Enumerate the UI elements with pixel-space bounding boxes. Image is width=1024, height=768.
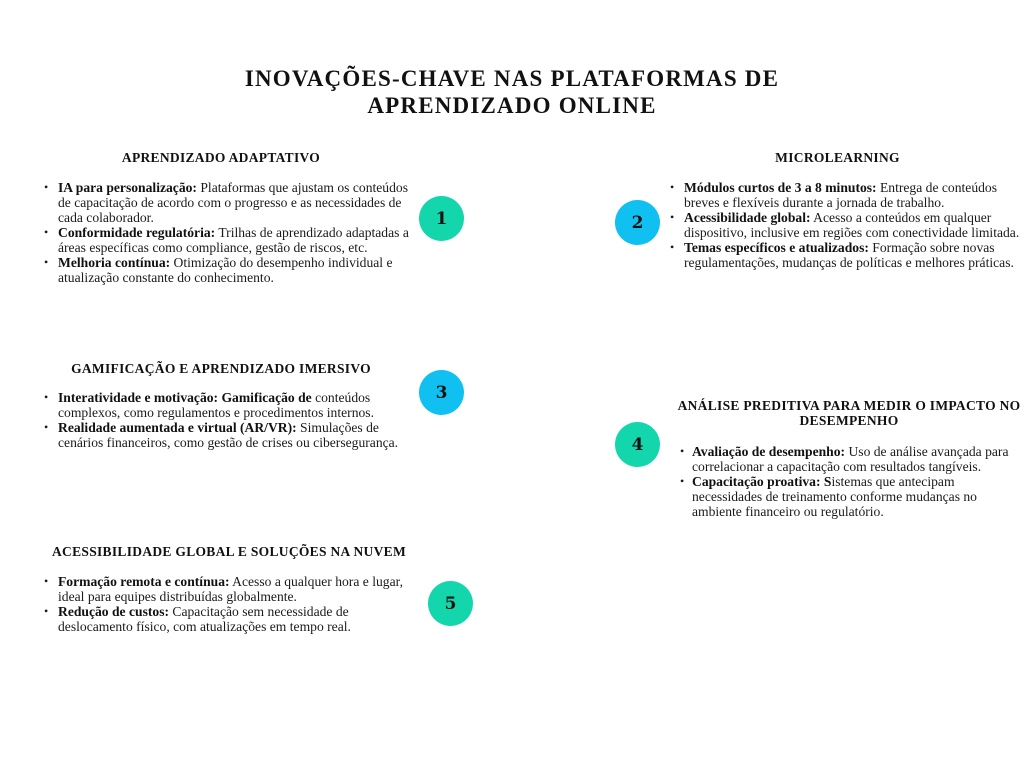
badge-number: 1	[435, 208, 448, 229]
item-text: Otimização do desempenho individual e atualização constante do conhecimento.	[58, 255, 393, 285]
item-label: Melhoria contínua:	[58, 255, 171, 270]
item-text: Capacitação sem necessidade de deslocamento físico, com atualizações em tempo real.	[58, 604, 351, 634]
section-predictive-analytics	[660, 398, 1020, 519]
item-label: Acessibilidade global:	[684, 210, 811, 225]
badge-number: 5	[444, 593, 457, 614]
section-heading: MICROLEARNING	[775, 150, 900, 165]
item-label: Redução de custos:	[58, 604, 170, 619]
list-item	[44, 180, 415, 225]
list-item	[44, 390, 425, 420]
bullet-icon: •	[44, 255, 49, 269]
item-text: conteúdos complexos, como regulamentos e procedimentos internos.	[58, 390, 374, 420]
item-text: Formação sobre novas regulamentações, mudanças de políticas e melhores práticas.	[684, 240, 1014, 270]
bullet-list	[30, 180, 415, 285]
bullet-icon: •	[670, 210, 675, 224]
number-badge-5	[428, 581, 473, 626]
list-item	[44, 225, 415, 255]
section-microlearning	[655, 150, 1020, 270]
section-global-accessibility-cloud	[30, 544, 425, 634]
item-text: Acesso a conteúdos em qualquer dispositivo, inclusive em regiões com conectividade limitada.	[684, 210, 1020, 240]
badge-number: 4	[631, 434, 644, 455]
item-text: Acesso a qualquer hora e lugar, ideal para equipes distribuídas globalmente.	[58, 574, 403, 604]
badge-number: 2	[631, 212, 644, 233]
bullet-list	[30, 574, 425, 634]
bullet-icon: •	[44, 604, 49, 618]
number-badge-4	[615, 422, 660, 467]
page-title-line-1: INOVAÇÕES-CHAVE NAS PLATAFORMAS DE	[244, 66, 780, 92]
item-label: Temas específicos e atualizados:	[684, 240, 869, 255]
page-title-line-2: APRENDIZADO ONLINE	[367, 93, 657, 119]
section-heading: APRENDIZADO ADAPTATIVO	[121, 150, 321, 165]
item-text: Trilhas de aprendizado adaptadas a áreas específicas como compliance, gestão de riscos, etc.	[58, 225, 409, 255]
list-item	[44, 255, 415, 285]
bullet-icon: •	[44, 574, 49, 588]
item-label: Formação remota e contínua:	[58, 574, 230, 589]
bullet-icon: •	[680, 474, 685, 488]
item-text: Plataformas que ajustam os conteúdos de capacitação de acordo com o progresso e as necessidades de cada colaborador.	[58, 180, 408, 225]
bullet-icon: •	[44, 180, 49, 194]
section-heading: GAMIFICAÇÃO E APRENDIZADO IMERSIVO	[71, 361, 371, 376]
item-label: Conformidade regulatória:	[58, 225, 216, 240]
section-adaptive-learning	[30, 150, 415, 285]
item-text: Simulações de cenários financeiros, como gestão de crises ou cibersegurança.	[58, 420, 399, 450]
section-gamification-immersive	[30, 361, 425, 450]
item-text: istemas que antecipam necessidades de treinamento conforme mudanças no ambiente financeiro ou regulatório.	[692, 474, 977, 519]
item-label: Módulos curtos de 3 a 8 minutos:	[684, 180, 877, 195]
bullet-list	[660, 444, 1020, 519]
list-item	[44, 420, 425, 450]
item-label: Interatividade e motivação: Gamificação de	[58, 390, 312, 405]
section-heading: ANÁLISE PREDITIVA PARA MEDIR O IMPACTO NO DESEMPENHO	[677, 398, 1021, 428]
page-title	[0, 65, 1024, 119]
bullet-icon: •	[44, 225, 49, 239]
section-heading: ACESSIBILIDADE GLOBAL E SOLUÇÕES NA NUVEM	[51, 544, 406, 559]
list-item	[44, 574, 425, 604]
bullet-list	[30, 390, 425, 450]
bullet-icon: •	[670, 240, 675, 254]
badge-number: 3	[435, 382, 448, 403]
bullet-list	[655, 180, 1020, 270]
number-badge-1	[419, 196, 464, 241]
list-item	[670, 210, 1020, 240]
number-badge-2	[615, 200, 660, 245]
item-label: IA para personalização:	[58, 180, 197, 195]
list-item	[44, 604, 425, 634]
list-item	[680, 444, 1020, 474]
bullet-icon: •	[44, 420, 49, 434]
bullet-icon: •	[44, 390, 49, 404]
item-label: Capacitação proativa: S	[692, 474, 832, 489]
number-badge-3	[419, 370, 464, 415]
item-label: Realidade aumentada e virtual (AR/VR):	[58, 420, 297, 435]
bullet-icon: •	[680, 444, 685, 458]
bullet-icon: •	[670, 180, 675, 194]
item-text: Uso de análise avançada para correlacionar a capacitação com resultados tangíveis.	[692, 444, 1009, 474]
item-label: Avaliação de desempenho:	[692, 444, 846, 459]
item-text: Entrega de conteúdos breves e flexíveis durante a jornada de trabalho.	[684, 180, 998, 210]
list-item	[670, 240, 1020, 270]
list-item	[670, 180, 1020, 210]
list-item	[680, 474, 1020, 519]
